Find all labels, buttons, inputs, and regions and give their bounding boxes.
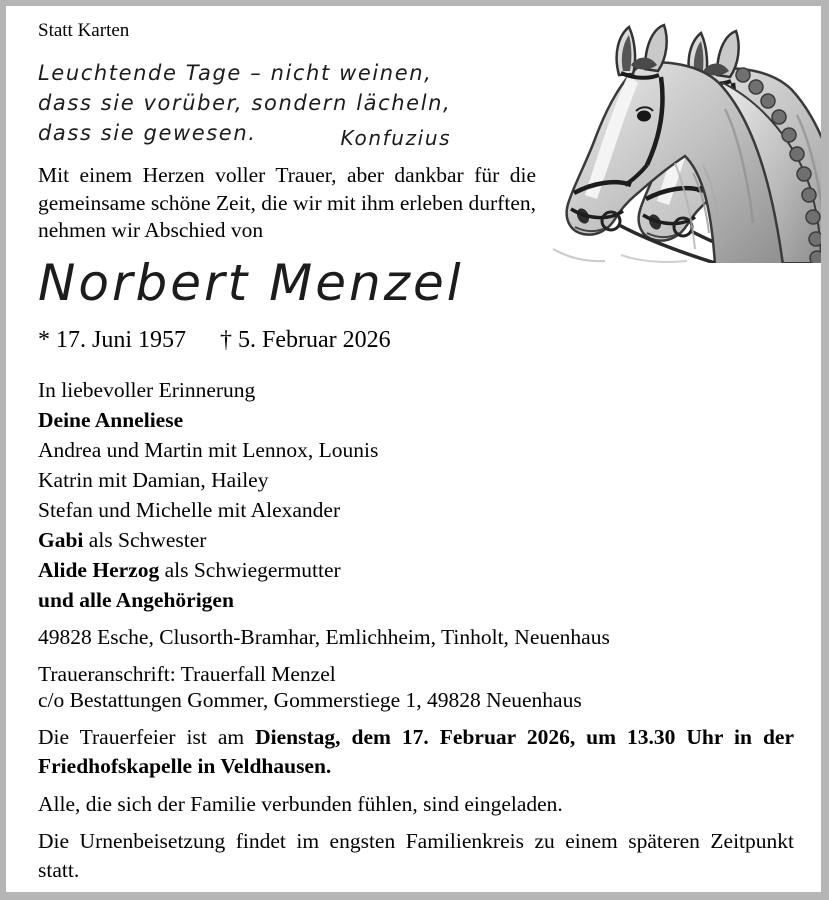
mourner-line: Deine Anneliese — [38, 407, 184, 432]
life-dates — [38, 325, 793, 355]
quote-line-2: dass sie vorüber, sondern lächeln, — [38, 91, 452, 115]
mourner-line: Alide Herzog als Schwiegermutter — [38, 557, 341, 582]
service-details: Dienstag, dem 17. Februar 2026, um 13.30 Uhr in der Friedhofskapelle in Veldhausen. — [38, 724, 795, 778]
address-line-1: Traueranschrift: Trauerfall Menzel — [38, 661, 336, 686]
mourners-block — [38, 375, 793, 615]
urn-notice: Die Urnenbeisetzung findet im engsten Familienkreis zu einem späteren Zeitpunkt statt. — [38, 828, 794, 882]
mourner-line: und alle Angehörigen — [38, 587, 234, 612]
places-line: 49828 Esche, Clusorth-Bramhar, Emlichheim, Tinholt, Neuenhaus — [38, 624, 610, 649]
quote-attribution: Konfuzius — [340, 126, 452, 150]
address-line-2: c/o Bestattungen Gommer, Gommerstiege 1, 49828 Neuenhaus — [38, 687, 582, 712]
memorial-line: In liebevoller Erinnerung — [38, 377, 256, 402]
service-prefix: Die Trauerfeier ist am — [38, 724, 256, 749]
deceased-name: Norbert Menzel — [38, 253, 464, 312]
two-horses-sketch-illustration — [525, 11, 821, 263]
pre-header: Statt Karten — [38, 20, 130, 41]
death-date: † 5. Februar 2026 — [220, 326, 391, 353]
service-info — [38, 723, 794, 781]
intro-paragraph: Mit einem Herzen voller Trauer, aber dankbar für die gemeinsame schöne Zeit, die wir mit ihm erleben durften, nehmen wir Abschied von — [38, 163, 536, 242]
notice-sheet — [6, 6, 821, 892]
mourner-line: Katrin mit Damian, Hailey — [38, 467, 269, 492]
quote-line-1: Leuchtende Tage – nicht weinen, — [38, 61, 433, 85]
mourner-line: Gabi als Schwester — [38, 527, 207, 552]
mourner-line: Stefan und Michelle mit Alexander — [38, 497, 341, 522]
quote-line-3-text: dass sie gewesen. — [38, 121, 257, 145]
postal-address — [38, 661, 793, 713]
mourner-line: Andrea und Martin mit Lennox, Lounis — [38, 437, 379, 462]
two-horses-icon — [525, 11, 821, 263]
invitation-line: Alle, die sich der Familie verbunden fühlen, sind eingeladen. — [38, 791, 563, 816]
birth-date: * 17. Juni 1957 — [38, 326, 187, 353]
